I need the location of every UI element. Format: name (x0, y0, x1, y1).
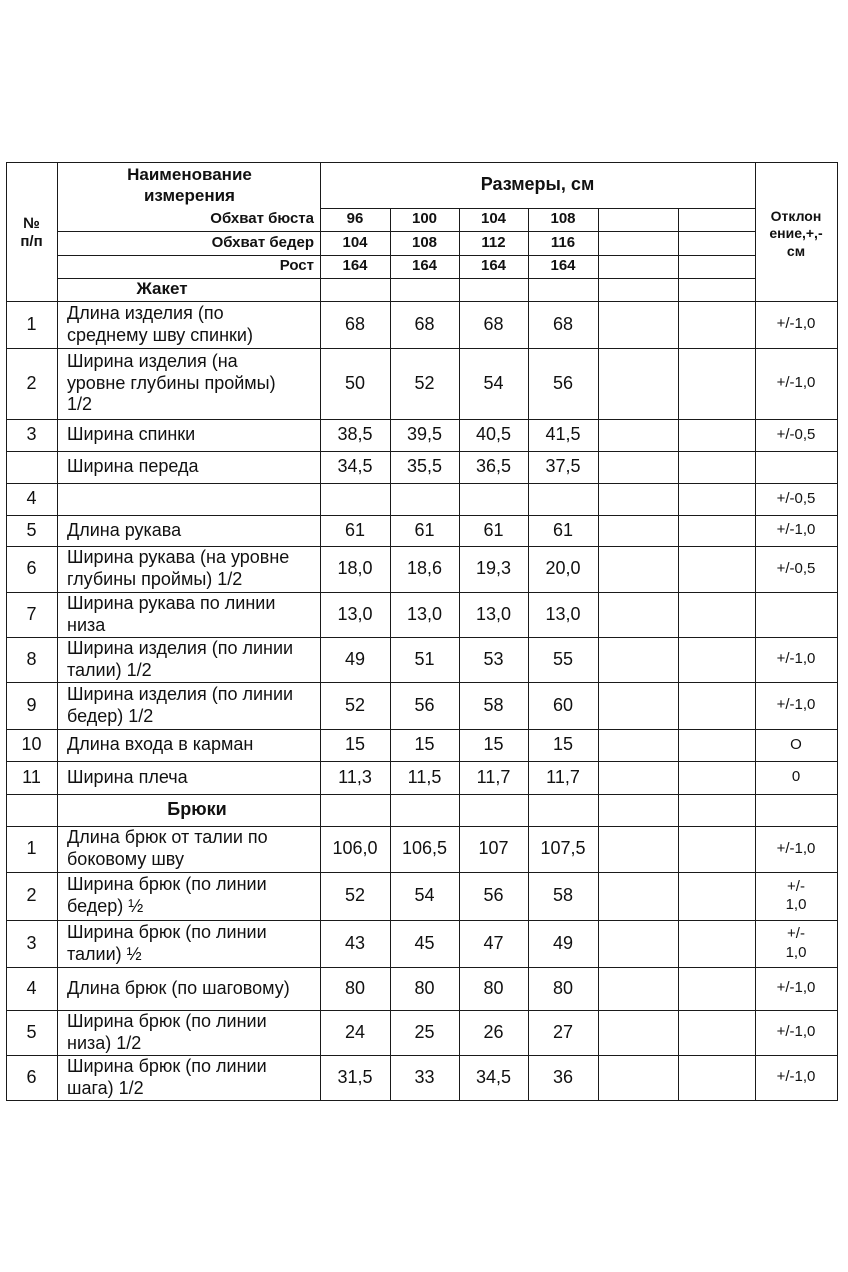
deviation-header: Отклон ение,+,- см (769, 208, 823, 259)
row-value: 52 (344, 885, 366, 906)
grid-line (6, 483, 838, 484)
row-name: Ширина брюк (по линии низа) 1/2 (67, 1010, 267, 1053)
param-label: Обхват бедер (211, 233, 314, 251)
grid-line (755, 162, 756, 1101)
param-value: 100 (411, 210, 438, 228)
row-value: 15 (552, 734, 574, 755)
row-deviation: +/-0,5 (776, 559, 816, 577)
param-value: 112 (481, 233, 506, 251)
row-value: 80 (344, 977, 366, 998)
grid-line (6, 794, 838, 795)
row-name: Длина входа в карман (67, 734, 254, 755)
grid-line (6, 872, 838, 873)
row-value: 58 (483, 694, 504, 715)
row-value: 61 (414, 519, 435, 540)
row-number: 8 (26, 648, 37, 669)
row-value: 36,5 (475, 456, 512, 477)
row-value: 80 (414, 977, 435, 998)
grid-line (837, 162, 838, 1101)
row-value: 25 (414, 1021, 435, 1042)
row-value: 50 (344, 372, 366, 393)
row-value: 13,0 (337, 603, 373, 624)
row-value: 15 (344, 734, 366, 755)
row-deviation: +/-0,5 (776, 489, 816, 507)
row-value: 43 (344, 932, 366, 953)
param-label: Обхват бюста (210, 210, 314, 228)
row-name: Ширина изделия (по линии талии) 1/2 (67, 637, 294, 680)
row-value: 35,5 (406, 456, 443, 477)
row-value: 45 (414, 932, 435, 953)
row-number: 6 (26, 558, 37, 579)
row-deviation: +/-1,0 (776, 1068, 816, 1086)
row-value: 107,5 (540, 838, 586, 859)
row-number: 3 (26, 932, 37, 953)
row-value: 56 (552, 372, 574, 393)
row-value (320, 483, 390, 515)
grid-line (57, 162, 58, 1101)
row-name: Длина брюк (по шаговому) (67, 977, 290, 998)
param-value: 164 (411, 257, 438, 275)
grid-line (6, 348, 838, 349)
name-header: Наименование измерения (127, 165, 252, 205)
row-name: Ширина брюк (по линии бедер) ½ (67, 874, 267, 916)
row-deviation: +/-1,0 (776, 979, 816, 997)
row-name: Ширина брюк (по линии талии) ½ (67, 921, 267, 964)
row-number: 4 (26, 977, 37, 998)
row-value: 61 (483, 519, 504, 540)
row-number: 9 (26, 694, 37, 715)
row-deviation: +/-1,0 (776, 374, 816, 392)
grid-line (6, 301, 838, 302)
row-value: 80 (483, 977, 504, 998)
row-name (67, 483, 316, 515)
row-value: 26 (483, 1021, 504, 1042)
row-value: 55 (552, 648, 574, 669)
row-value: 20,0 (545, 558, 581, 579)
param-value: 104 (480, 210, 507, 228)
row-value: 37,5 (545, 456, 581, 477)
row-value: 106,0 (332, 838, 378, 859)
row-deviation: +/- 1,0 (785, 925, 807, 961)
row-value: 68 (483, 313, 504, 334)
row-value: 27 (552, 1021, 574, 1042)
row-value: 68 (344, 313, 366, 334)
row-name: Длина рукава (67, 519, 182, 540)
param-value: 116 (550, 233, 576, 251)
grid-line (6, 546, 838, 547)
param-value: 104 (342, 233, 368, 251)
row-value: 68 (414, 313, 435, 334)
row-number: 3 (26, 424, 37, 445)
row-value: 41,5 (545, 424, 581, 445)
row-value: 11,7 (546, 766, 580, 787)
row-value: 52 (344, 694, 366, 715)
grid-line (57, 255, 756, 256)
row-name: Ширина плеча (67, 766, 188, 787)
row-value: 33 (414, 1066, 435, 1087)
row-value: 11,3 (338, 766, 372, 787)
row-value: 47 (483, 932, 504, 953)
row-number: 4 (26, 488, 37, 509)
row-value: 58 (552, 885, 574, 906)
row-value: 11,5 (407, 766, 442, 787)
row-value: 80 (552, 977, 574, 998)
row-value: 34,5 (475, 1066, 512, 1087)
row-value: 54 (483, 372, 504, 393)
row-deviation: +/- 1,0 (785, 877, 807, 913)
row-value: 11,7 (476, 766, 511, 787)
row-value: 56 (414, 694, 435, 715)
grid-line (6, 162, 838, 163)
grid-line (6, 826, 838, 827)
row-name: Ширина переда (67, 456, 199, 477)
row-value: 18,6 (406, 558, 443, 579)
grid-line (6, 729, 838, 730)
row-name: Ширина рукава по линии низа (67, 592, 276, 635)
row-deviation: О (790, 735, 802, 753)
row-name: Ширина брюк (по линии шага) 1/2 (67, 1055, 267, 1098)
num-header: № п/п (20, 214, 43, 250)
row-value: 61 (344, 519, 366, 540)
row-value: 13,0 (545, 603, 581, 624)
row-value: 52 (414, 372, 435, 393)
row-value: 106,5 (401, 838, 448, 859)
row-number (6, 451, 57, 483)
row-value (390, 483, 459, 515)
row-number: 1 (26, 838, 37, 859)
row-name: Длина брюк от талии по боковому шву (67, 827, 268, 869)
row-value: 49 (552, 932, 574, 953)
grid-line (6, 1100, 838, 1101)
row-value: 24 (344, 1021, 366, 1042)
param-label: Рост (279, 257, 314, 275)
row-value: 18,0 (337, 558, 373, 579)
row-value: 15 (483, 734, 504, 755)
param-value: 108 (550, 210, 576, 228)
sizes-title: Размеры, см (480, 174, 595, 195)
param-value: 108 (411, 233, 438, 251)
row-number: 5 (26, 1021, 37, 1042)
row-value: 19,3 (475, 558, 512, 579)
grid-line (6, 1055, 838, 1056)
row-deviation: +/-1,0 (776, 521, 816, 539)
grid-line (6, 967, 838, 968)
row-deviation: +/-1,0 (776, 315, 816, 333)
row-number: 10 (21, 734, 42, 755)
row-value: 56 (483, 885, 504, 906)
row-value (459, 483, 528, 515)
grid-line (6, 451, 838, 452)
grid-line (6, 1010, 838, 1011)
row-value: 15 (414, 734, 435, 755)
row-name: Длина изделия (по среднему шву спинки) (67, 302, 253, 345)
row-number: 6 (26, 1066, 37, 1087)
row-value: 53 (483, 648, 504, 669)
row-deviation: +/-1,0 (776, 696, 816, 714)
grid-line (6, 592, 838, 593)
row-value (528, 483, 598, 515)
section-title-jacket: Жакет (136, 279, 188, 299)
row-number: 2 (26, 885, 37, 906)
grid-line (6, 419, 838, 420)
param-value: 164 (342, 257, 368, 275)
row-value: 60 (552, 694, 574, 715)
row-number: 5 (26, 519, 37, 540)
grid-line (6, 637, 838, 638)
param-value: 96 (346, 210, 364, 228)
row-deviation (755, 451, 837, 483)
grid-line (57, 231, 756, 232)
row-value: 13,0 (475, 603, 512, 624)
row-number: 7 (26, 603, 37, 624)
row-value: 68 (552, 313, 574, 334)
row-number: 2 (26, 372, 37, 393)
grid-line (6, 162, 7, 1101)
row-value: 39,5 (406, 424, 443, 445)
param-value: 164 (550, 257, 576, 275)
grid-line (6, 515, 838, 516)
row-deviation: +/-0,5 (776, 425, 816, 443)
grid-line (6, 682, 838, 683)
row-value: 36 (552, 1066, 574, 1087)
row-name: Ширина спинки (67, 424, 196, 445)
row-deviation: 0 (791, 768, 801, 786)
grid-line (57, 278, 756, 279)
row-value: 54 (414, 885, 435, 906)
row-value: 61 (552, 519, 574, 540)
param-value: 164 (480, 257, 507, 275)
section-title-pants: Брюки (167, 799, 227, 820)
row-number: 11 (22, 766, 41, 787)
grid-line (320, 208, 756, 209)
row-deviation (755, 592, 837, 637)
row-name: Ширина рукава (на уровне глубины проймы) 1/2 (67, 547, 290, 589)
row-name: Ширина изделия (на уровне глубины проймы) 1/2 (67, 350, 276, 415)
row-value: 38,5 (337, 424, 373, 445)
row-value: 31,5 (337, 1066, 373, 1087)
grid-line (320, 162, 321, 1101)
row-deviation: +/-1,0 (776, 839, 816, 857)
row-name: Ширина изделия (по линии бедер) 1/2 (67, 683, 294, 726)
grid-line (6, 761, 838, 762)
row-number: 1 (26, 313, 37, 334)
grid-line (6, 920, 838, 921)
row-value: 107 (478, 838, 509, 859)
row-deviation: +/-1,0 (776, 650, 816, 668)
row-value: 34,5 (337, 456, 373, 477)
row-value: 49 (344, 648, 366, 669)
row-value: 40,5 (475, 424, 512, 445)
row-deviation: +/-1,0 (776, 1023, 816, 1041)
row-value: 13,0 (406, 603, 443, 624)
row-value: 51 (414, 648, 435, 669)
